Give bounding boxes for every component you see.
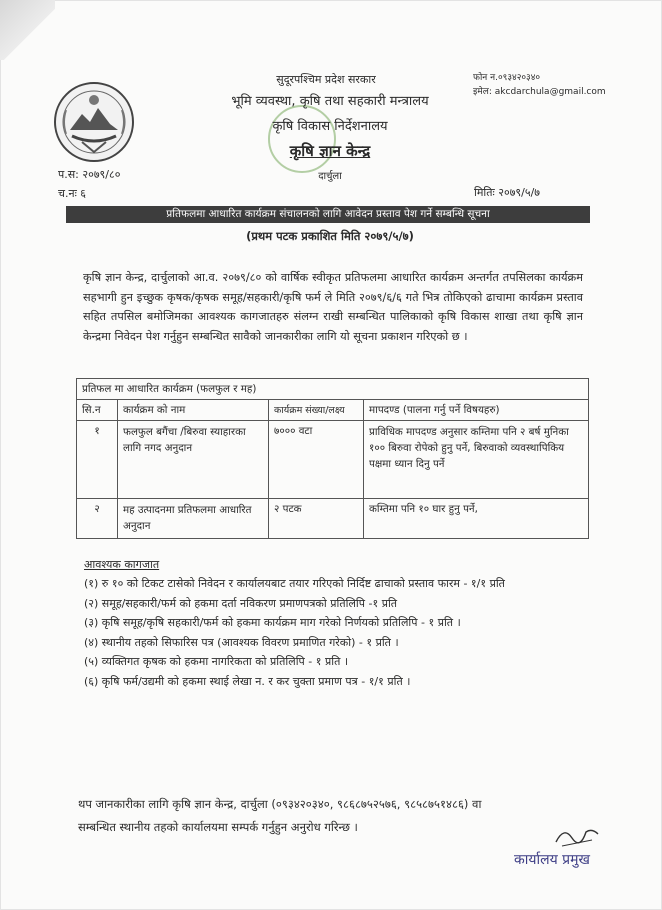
notice-subtitle: (प्रथम पटक प्रकाशित मिति २०७९/५/७) xyxy=(246,229,414,243)
province-name: सुदूरपश्चिम प्रदेश सरकार xyxy=(276,73,376,86)
table-caption: प्रतिफल मा आधारित कार्यक्रम (फलफुल र मह) xyxy=(77,379,589,400)
table-cell: २ xyxy=(77,499,118,539)
government-emblem-logo xyxy=(52,80,136,164)
column-header: कार्यक्रम संख्या/लक्ष्य xyxy=(269,400,364,421)
district-name: दार्चुला xyxy=(318,171,342,182)
chalani-number: च.नः ६ xyxy=(58,187,87,200)
ministry-name: भूमि व्यवस्था, कृषि तथा सहकारी मन्त्रालय xyxy=(231,94,429,109)
list-item: (२) समूह/सहकारी/फर्म को हकमा दर्ता नविकरण प्रमाणपत्रको प्रतिलिपि -१ प्रति xyxy=(84,596,398,610)
table-cell: ७००० वटा xyxy=(269,421,364,499)
directorate-name: कृषि विकास निर्देशनालय xyxy=(272,119,388,134)
phone-number: फोन न.०९३४२०३४० xyxy=(473,73,541,83)
signatory-title: कार्यालय प्रमुख xyxy=(514,852,590,868)
list-item: (५) व्यक्तिगत कृषक को हकमा नागरिकता को प्रतिलिपि - १ प्रति । xyxy=(84,655,349,669)
table-cell: मह उत्पादनमा प्रतिफलमा आधारित अनुदान xyxy=(118,499,269,539)
table-cell: २ पटक xyxy=(269,499,364,539)
documents-heading: आवश्यक कागजात xyxy=(84,558,160,571)
signature-scribble xyxy=(552,820,602,850)
footer-contact xyxy=(78,793,590,839)
footer-line: थप जानकारीका लागि कृषि ज्ञान केन्द्र, दार्चुला (०९३४२०३४०, ९८६८७५२५७६, ९८५८७५१४८६) वा xyxy=(78,797,482,811)
list-item: (४) स्थानीय तहको सिफारिस पत्र (आवश्यक विवरण प्रमाणित गरेको) - १ प्रति । xyxy=(84,635,399,649)
table-cell: कम्तिमा पनि १० घार हुनु पर्ने, xyxy=(364,499,589,539)
footer-line: सम्बन्धित स्थानीय तहको कार्यालयमा सम्पर्क गर्नुहुन अनुरोध गरिन्छ । xyxy=(78,820,358,834)
table-cell: १ xyxy=(77,421,118,499)
table-cell: प्राविधिक मापदण्ड अनुसार कम्तिमा पनि २ बर्ष मुनिका १०० बिरुवा रोपेको हुनु पर्ने, बिरुवाको व्यवस्थापिकिय पक्षमा ध्यान दिनु पर्ने xyxy=(364,421,589,499)
column-header: सि.न xyxy=(77,400,118,421)
notice-date: मितिः २०७९/५/७ xyxy=(474,186,540,199)
documents-list xyxy=(84,574,589,692)
list-item: (६) कृषि फर्म/उद्यमी को हकमा स्थाई लेखा न. र कर चुक्ता प्रमाण पत्र - १/१ प्रति । xyxy=(84,674,411,688)
notice-body: कृषि ज्ञान केन्द्र, दार्चुलाको आ.व. २०७९/८० को वार्षिक स्वीकृत प्रतिफलमा आधारित कार्यक्रम अन्तर्गत तपसिलका कार्यक्रम सहभागी हुन इच्छुक कृषक/कृषक समूह/सहकारी/कृषि फर्म ले मिति २०७९/६/६ गते भित्र तोकिएको ढाचामा कार्यक्रम प्रस्ताव सहित तपसिल बमोजिमका आवश्यक कागजातहरु संलग्न राखी सम्बन्धित पालिकाको कृषि विकास शाखा तथा कृषि ज्ञान केन्द्रमा निवेदन पेश गर्नुहुन सम्बन्धित सावैको जानकारीका लागि यो सूचना प्रकाशन गरिएको छ । xyxy=(83,271,583,343)
notice-title: प्रतिफलमा आधारित कार्यक्रम संचालनको लागि आवेदन प्रस्ताव पेश गर्ने सम्बन्धि सूचना xyxy=(66,206,590,223)
office-name: कृषि ज्ञान केन्द्र xyxy=(289,142,371,160)
table-cell: फलफुल बगैंचा /बिरुवा स्याहारका लागि नगद अनुदान xyxy=(118,421,269,499)
column-header: मापदण्ड (पालना गर्नु पर्ने विषयहरु) xyxy=(364,400,589,421)
column-header: कार्यक्रम को नाम xyxy=(118,400,269,421)
email-address: इमेल: akcdarchula@gmail.com xyxy=(473,87,606,97)
reference-number: प.स: २०७९/८० xyxy=(58,168,121,181)
program-table xyxy=(76,378,589,539)
table-row xyxy=(77,499,589,539)
table-header-row xyxy=(77,400,589,421)
table-caption-row xyxy=(77,379,589,400)
list-item: (१) रु १० को टिकट टासेको निवेदन र कार्यालयबाट तयार गरिएको निर्दिष्ट ढाचाको प्रस्ताव फारम - १/१ प्रति xyxy=(84,577,505,590)
table-row xyxy=(77,421,589,499)
page-fold-shadow xyxy=(0,0,55,60)
list-item: (३) कृषि समूह/कृषि सहकारी/फर्म को हकमा कार्यक्रम माग गरेको निर्णयको प्रतिलिपि - १ प्रति । xyxy=(84,616,461,630)
